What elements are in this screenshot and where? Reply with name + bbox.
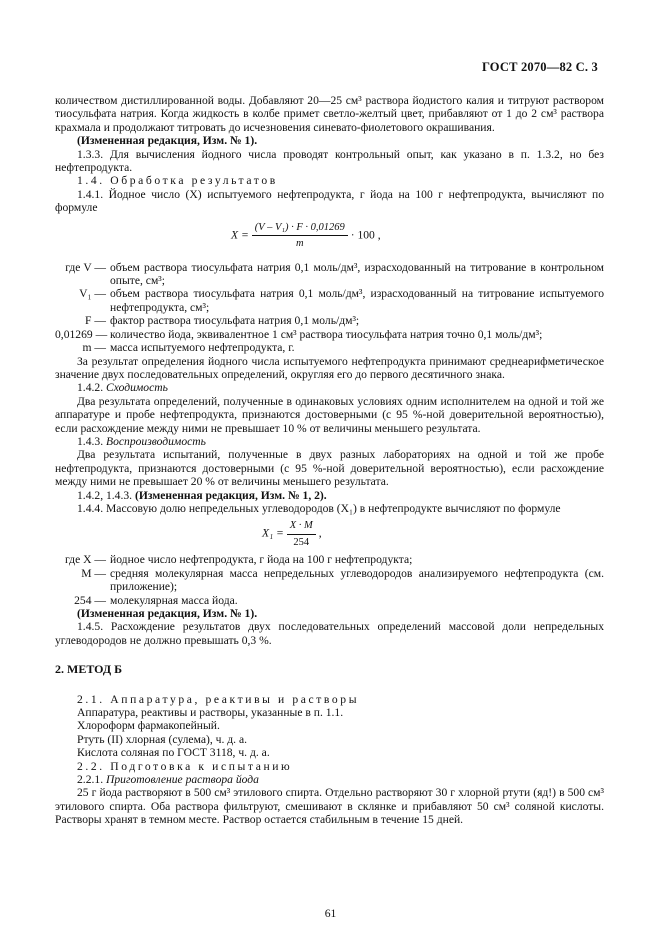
definition-text: средняя молекулярная масса непредельных углеводородов анализируемого нефтепродукта (см. приложение); <box>110 566 604 594</box>
paragraph: Ртуть (II) хлорная (сулема), ч. д. а. <box>77 732 248 746</box>
definition-symbol: 254 — <box>74 593 106 607</box>
formula-definitions <box>55 553 604 607</box>
paragraph: 1.4.4. Массовую долю непредельных углеводородов (X₁) в нефтепродукте вычисляют по формуле <box>77 501 561 515</box>
clause-title: Приготовление раствора йода <box>106 773 259 787</box>
paragraph: Хлороформ фармакопейный. <box>77 719 220 733</box>
definition-item <box>55 261 604 288</box>
formula-numerator: (V – V₁) · F · 0,01269 <box>252 221 348 236</box>
paragraph: Аппаратура, реактивы и растворы, указанные в п. 1.1. <box>77 706 344 720</box>
paragraph: 1.4.5. Расхождение результатов двух последовательных определений массовой доли непредельных углеводородов не должно превышать 0,3 %. <box>55 620 604 647</box>
subsection-heading <box>55 435 604 448</box>
definition-item <box>55 314 604 327</box>
paragraph: Два результата определений, полученные в одинаковых условиях одним исполнителем на одной и той же аппаратуре и пробе нефтепродукта, признаются достоверными (с 95 %-ной доверительной вероятностью), если расхождение между ними не превышает 10 % от величины меньшего результата. <box>55 394 604 435</box>
section-title: 2. МЕТОД Б <box>55 662 123 677</box>
formula-denominator: 254 <box>293 536 310 548</box>
definition-text: молекулярная масса йода. <box>110 593 238 607</box>
clause-title: Сходимость <box>106 381 168 395</box>
definition-text: масса испытуемого нефтепродукта, г. <box>110 341 295 355</box>
subsection-heading <box>55 381 604 394</box>
formula-lhs: X = <box>231 228 249 242</box>
subsection-heading <box>55 773 604 786</box>
amendment-note: (Измененная редакция, Изм. № 1). <box>77 607 258 620</box>
definition-item <box>55 594 604 607</box>
definition-item <box>55 328 604 341</box>
formula-rhs: , <box>318 526 322 540</box>
paragraph: Кислота соляная по ГОСТ 3118, ч. д. а. <box>77 746 270 760</box>
definition-text: количество йода, эквивалентное 1 см³ раствора тиосульфата натрия точно 0,1 моль/дм³; <box>110 327 543 341</box>
definition-item <box>55 287 604 314</box>
section-heading: 2.1. Аппаратура, реактивы и растворы <box>77 692 360 706</box>
formula-fraction <box>287 519 316 549</box>
definition-text: объем раствора тиосульфата натрия 0,1 моль/дм³, израсходованный на титрование испытуемого нефтепродукта, см³; <box>110 287 604 314</box>
clause-number: 1.4.2, 1.4.3. <box>77 488 133 502</box>
section-heading: 2.2. Подготовка к испытанию <box>77 759 293 773</box>
amendment-note <box>55 489 604 502</box>
amendment-text: (Измененная редакция, Изм. № 1, 2). <box>134 488 327 502</box>
definition-text: объем раствора тиосульфата натрия 0,1 моль/дм³, израсходованный на титрование в контрольном опыте, см³; <box>110 260 604 288</box>
formula-definitions <box>55 261 604 355</box>
definition-symbol: F — <box>85 314 106 328</box>
clause-number: 1.4.3. <box>77 434 104 448</box>
paragraph: Два результата испытаний, полученные в двух разных лабораториях на одной и той же пробе нефтепродукта, признаются достоверными (с 95 %-ной доверительной вероятностью), если расхождение между ними не превышает 20 % от величины меньшего результата. <box>55 448 604 489</box>
paragraph: 25 г йода растворяют в 500 см³ этилового спирта. Отдельно растворяют 30 г хлорной ртути (яд!) в 500 см³ этилового спирта. Оба раствора фильтруют, смешивают в склянке и прибавляют 50 см³ соляной кислоты. Растворы хранят в темном месте. Раствор остается стабильным в течение 15 дней. <box>55 786 604 827</box>
document-body <box>55 94 604 827</box>
clause-number: 2.2.1. <box>77 773 104 787</box>
section-heading: 1.4. Обработка результатов <box>77 174 278 188</box>
unsaturated-fraction-formula <box>55 515 604 553</box>
paragraph: количеством дистиллированной воды. Добавляют 20—25 см³ раствора йодистого калия и титруют раствором тиосульфата натрия. Когда жидкость в колбе примет светло-желтый цвет, прибавляют от 1 до 2 см³ раствора крахмала и продолжают титровать до исчезновения синевато-фиолетового окрашивания. <box>55 94 604 134</box>
formula-lhs: X₁ = <box>262 526 284 540</box>
definition-text: йодное число нефтепродукта, г йода на 100 г нефтепродукта; <box>110 553 413 567</box>
definition-text: фактор раствора тиосульфата натрия 0,1 моль/дм³; <box>110 314 360 328</box>
definition-symbol: V₁ — <box>79 287 106 301</box>
definition-symbol: где V — <box>65 260 106 274</box>
definition-item <box>55 567 604 594</box>
page-number: 61 <box>324 907 337 920</box>
formula-numerator: X · M <box>287 519 316 534</box>
clause-number: 1.4.2. <box>77 381 104 395</box>
definition-symbol: m — <box>82 341 106 355</box>
iodine-number-formula <box>55 215 604 261</box>
paragraph: За результат определения йодного числа испытуемого нефтепродукта принимают среднеарифметическое значение двух последовательных определений, округляя его до первого десятичного знака. <box>55 354 604 381</box>
running-header: ГОСТ 2070—82 С. 3 <box>481 60 598 74</box>
formula-denominator: m <box>295 238 304 250</box>
definition-symbol: M — <box>81 566 106 580</box>
definition-item <box>55 553 604 566</box>
definition-symbol: где X — <box>65 553 106 567</box>
definition-item <box>55 341 604 354</box>
clause-title: Воспроизводимость <box>106 434 206 448</box>
amendment-note: (Измененная редакция, Изм. № 1). <box>77 134 258 148</box>
definition-symbol: 0,01269 — <box>55 327 108 341</box>
formula-rhs: · 100 , <box>350 228 381 242</box>
formula-fraction <box>252 221 348 251</box>
paragraph: 1.4.1. Йодное число (X) испытуемого нефтепродукта, г йода на 100 г нефтепродукта, вычисляют по формуле <box>55 187 604 215</box>
paragraph: 1.3.3. Для вычисления йодного числа проводят контрольный опыт, как указано в п. 1.3.2, но без нефтепродукта. <box>55 147 604 175</box>
